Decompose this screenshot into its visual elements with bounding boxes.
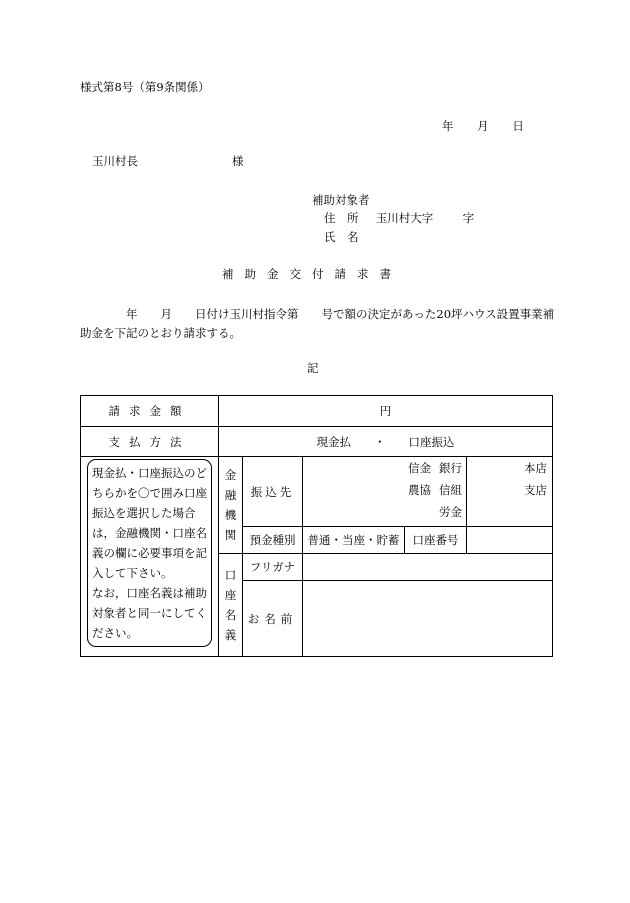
body-text: 年 月 日付け玉川村指令第 号で額の決定があった20坪ハウス設置事業補助金を下記のとおり請求する。 [80,307,555,340]
payment-row [81,427,553,457]
applicant-address-row [324,213,474,225]
payment-label: 支払方法 [81,427,219,457]
amount-cell[interactable] [219,396,553,427]
applicant-title: 補助対象者 [312,193,370,207]
branch-type: 支店 [524,483,548,497]
addressee: 玉川村長 [92,154,138,168]
institution-types [303,457,466,520]
inst-type: 農協 [408,483,431,497]
branch-types [467,457,552,498]
date-month: 月 [477,119,489,133]
address-value: 玉川村大字 [375,211,434,225]
inst-type: 銀行 [439,461,462,475]
transfer-row [81,457,553,527]
inst-type: 信組 [439,483,462,497]
inst-type: 労金 [439,505,462,519]
date-year: 年 [442,119,454,133]
account-holder-cell[interactable] [303,581,553,657]
institution-cell[interactable] [303,457,467,527]
amount-unit: 円 [379,404,392,418]
account-holder-label: お名前 [243,581,303,657]
note-text: 現金払・口座振込のどちらかを〇で囲み口座振込を選択した場合は，金融機関・口座名義の欄に必要事項を記入して下さい。 なお，口座名義は補助対象者と同一にしてください。 [92,466,207,640]
furigana-label: フリガナ [243,554,303,581]
address-suffix: 字 [462,211,475,225]
date-line [442,121,524,133]
inst-type: 信金 [408,461,431,475]
request-table [80,395,553,657]
ki-heading: 記 [307,361,319,375]
deposit-options[interactable]: 普通・当座・貯蓄 [303,527,405,554]
account-no-cell[interactable] [467,527,553,554]
amount-label: 請求金額 [81,396,219,427]
applicant-name-row [324,232,359,244]
name-label: 氏 名 [324,230,359,244]
document-title: 補助金交付請求書 [222,267,402,281]
branch-type: 本店 [524,461,548,475]
amount-row [81,396,553,427]
form-number: 様式第8号（第9条関係） [80,80,210,94]
transfer-label: 振込先 [243,457,303,527]
address-label: 住 所 [324,211,359,225]
honorific: 様 [232,154,244,168]
note-cell [81,457,219,657]
financial-label: 金融機関 [219,457,243,554]
branch-cell[interactable] [467,457,553,527]
account-no-label: 口座番号 [405,527,467,554]
note-box [87,459,212,647]
deposit-label: 預金種別 [243,527,303,554]
furigana-cell[interactable] [303,554,553,581]
payment-options[interactable]: 現金払 ・ 口座振込 [219,427,553,457]
inst-type-spacer [408,504,431,520]
account-name-label: 口座名義 [219,554,243,657]
date-day: 日 [512,119,524,133]
